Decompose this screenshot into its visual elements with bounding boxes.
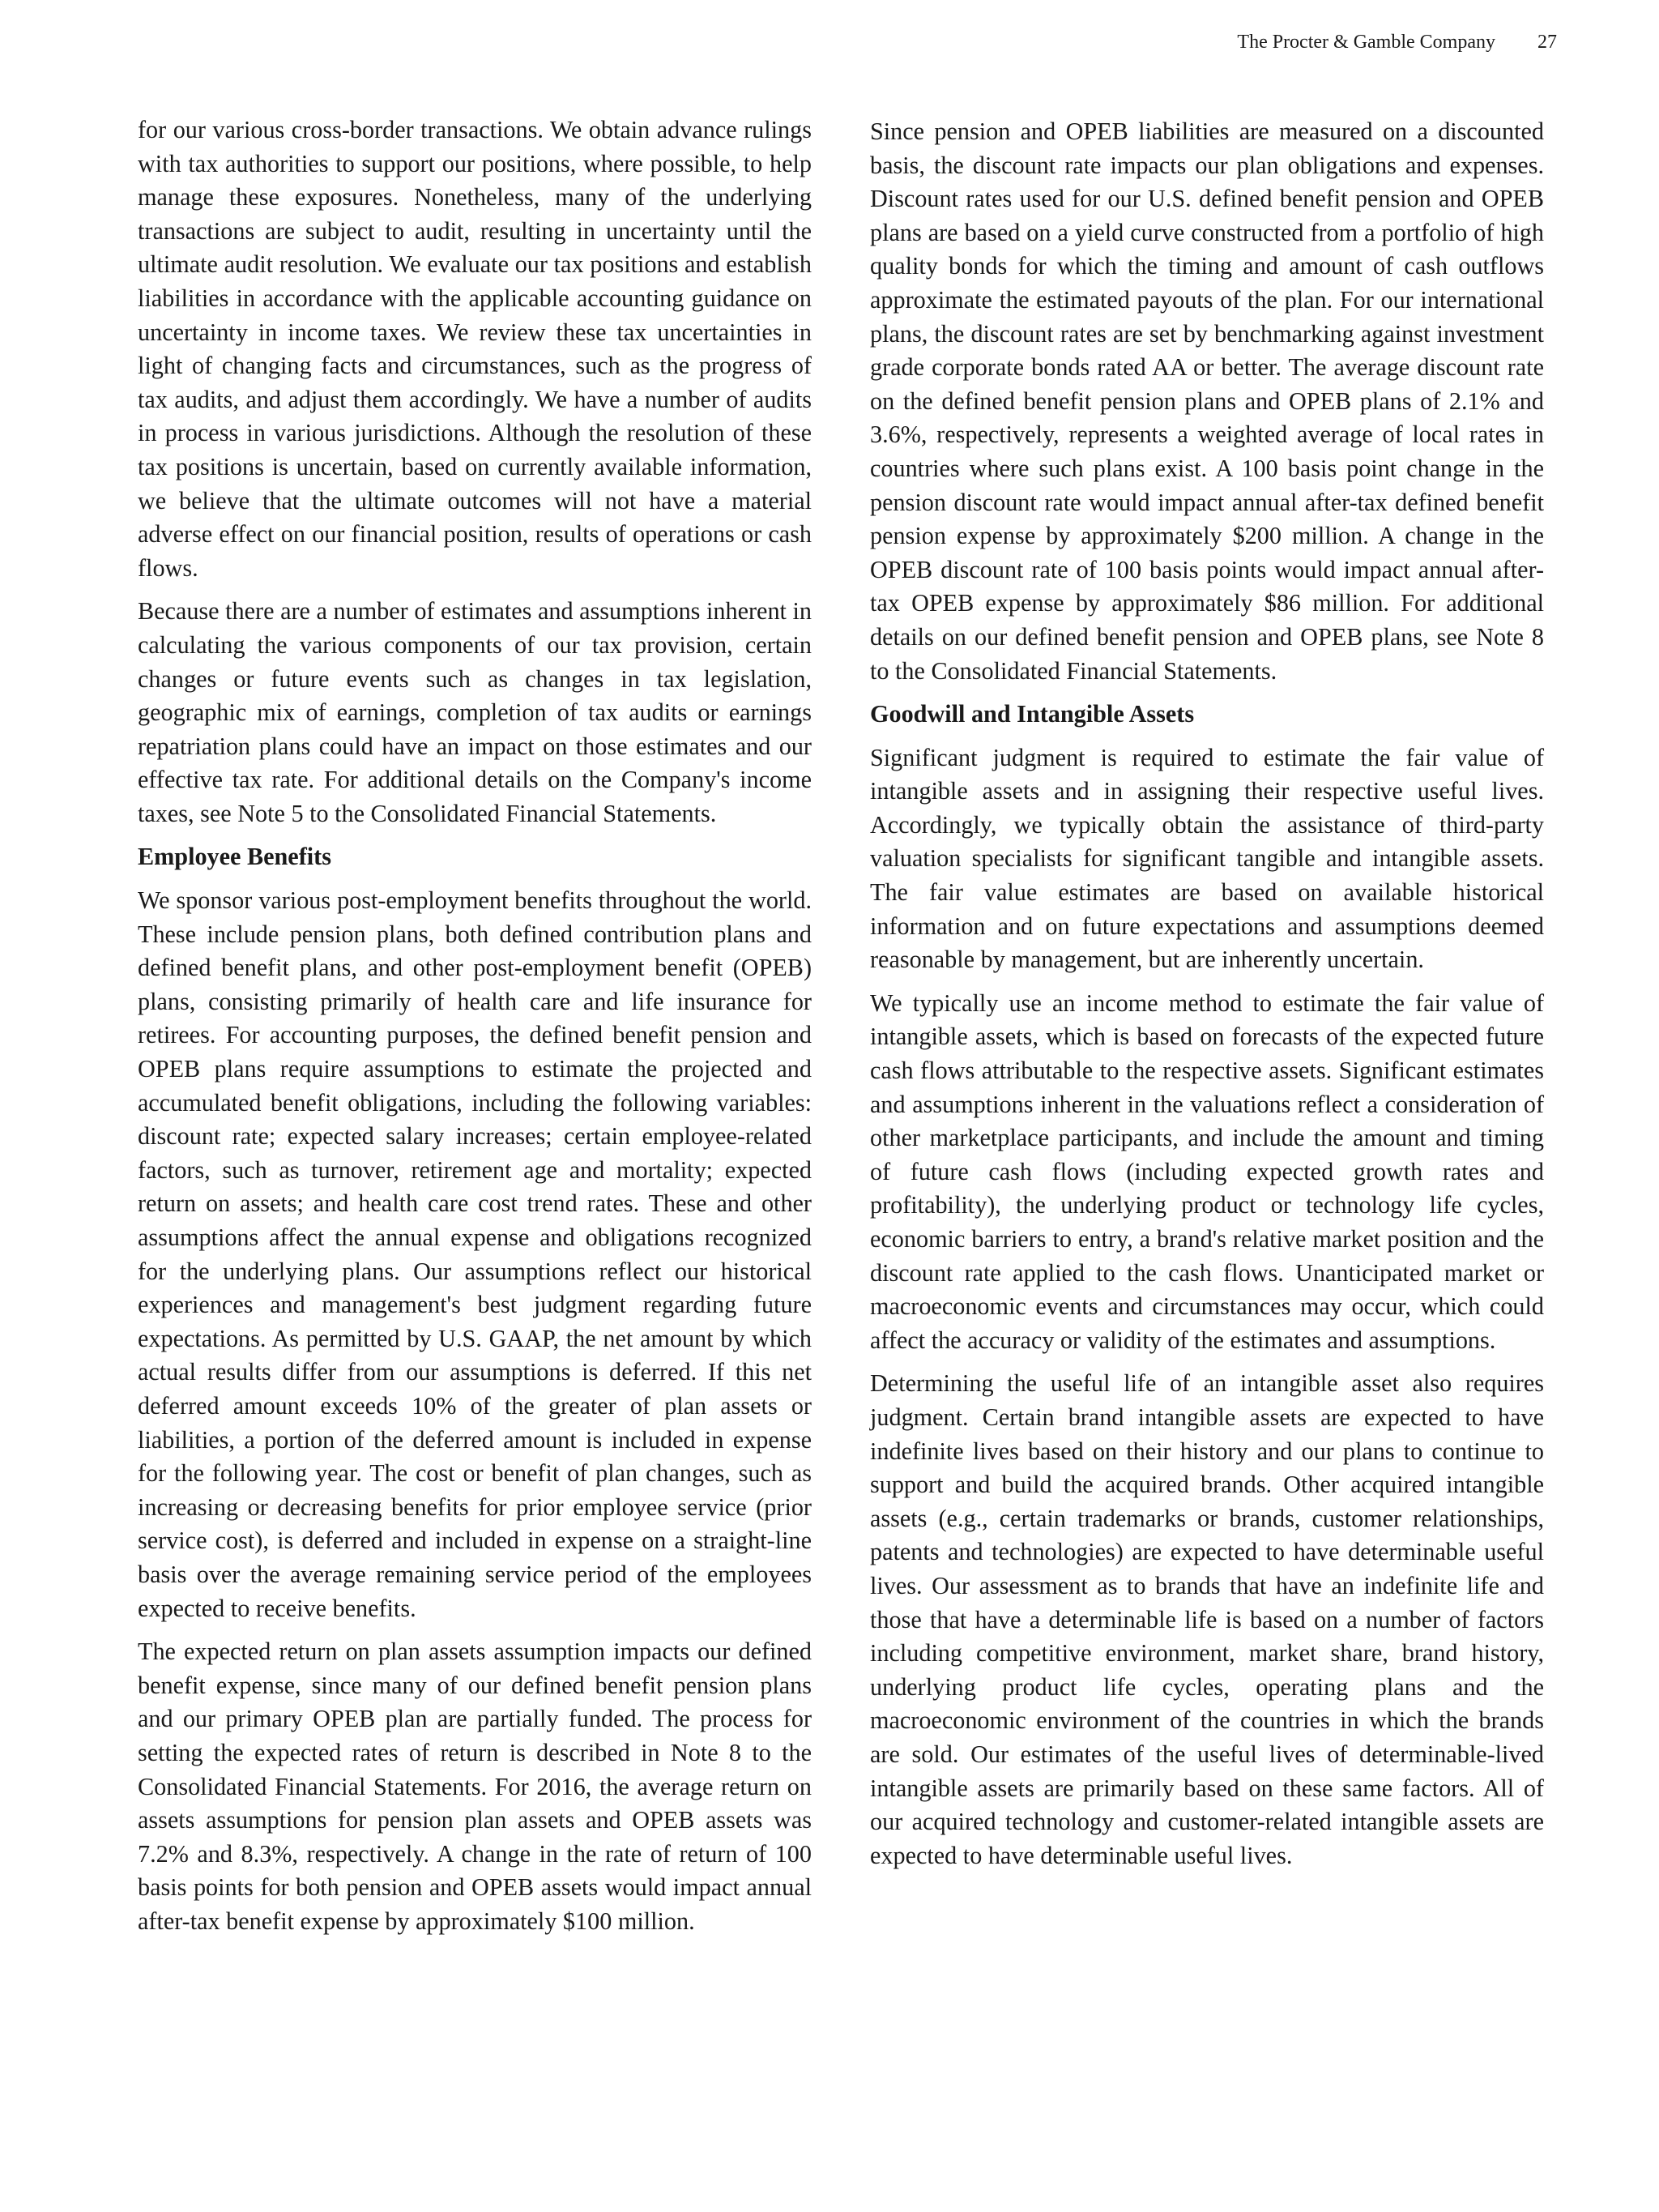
income-method-paragraph: We typically use an income method to estimate the fair value of intangible assets, which is based on forecasts of the expected future cash flows attributable to the respective assets. Significant estimates and assumptions inherent in the valuations reflect a consideration of other marketplace participants, and include the amount and timing of future cash flows (including expected growth rates and profitability), the underlying product or technology life cycles, economic barriers to entry, a brand's relative market position and the discount rate applied to the cash flows. Unanticipated market or macroeconomic events and circumstances may occur, which could affect the accuracy or validity of the estimates and assumptions. <box>870 989 1544 1354</box>
company-name: The Procter & Gamble Company <box>1237 32 1495 53</box>
fair-value-judgment-paragraph: Significant judgment is required to estimate the fair value of intangible assets and in assigning their respective useful lives. Accordingly, we typically obtain the assistance of third-party valuation specialists for significant tangible and intangible assets. The fair value estimates are based on available historical information and on future expectations and assumptions deemed reasonable by management, but are inherently uncertain. <box>870 743 1544 974</box>
left-column <box>138 113 812 1948</box>
discount-rate-paragraph: Since pension and OPEB liabilities are measured on a discounted basis, the discount rate impacts our plan obligations and expenses. Discount rates used for our U.S. defined benefit pension and OPEB plans are based on a yield curve constructed from a portfolio of high quality bonds for which the timing and amount of cash outflows approximate the estimated payouts of the plan. For our international plans, the discount rates are set by benchmarking against investment grade corporate bonds rated AA or better. The average discount rate on the defined benefit pension plans and OPEB plans of 2.1% and 3.6%, respectively, represents a weighted average of local rates in countries where such plans exist. A 100 basis point change in the pension discount rate would impact annual after-tax defined benefit pension expense by approximately $200 million. A change in the OPEB discount rate of 100 basis points would impact annual after-tax OPEB expense by approximately $86 million. For additional details on our defined benefit pension and OPEB plans, see Note 8 to the Consolidated Financial Statements. <box>870 117 1544 685</box>
useful-life-paragraph: Determining the useful life of an intangible asset also requires judgment. Certain brand intangible assets are expected to have indefinite lives based on their history and our plans to continue to support and build the acquired brands. Other acquired intangible assets (e.g., certain trademarks or brands, customer relationships, patents and technologies) are expected to have determinable useful lives. Our assessment as to brands that have an indefinite life and those that have a determinable life is based on a number of factors including competitive environment, market share, brand history, underlying product life cycles, operating plans and the macroeconomic environment of the countries in which the brands are sold. Our estimates of the useful lives of determinable-lived intangible assets are primarily based on these same factors. All of our acquired technology and customer-related intangible assets are expected to have determinable useful lives. <box>870 1369 1544 1869</box>
page-header <box>1237 29 1557 55</box>
expected-return-paragraph: The expected return on plan assets assumption impacts our defined benefit expense, since many of our defined benefit pension plans and our primary OPEB plan are partially funded. The process for setting the expected rates of return is described in Note 8 to the Consolidated Financial Statements. For 2016, the average return on assets assumptions for pension plan assets and OPEB assets was 7.2% and 8.3%, respectively. A change in the rate of return of 100 basis points for both pension and OPEB assets would impact annual after-tax benefit expense by approximately $100 million. <box>138 1638 812 1935</box>
tax-estimates-paragraph: Because there are a number of estimates and assumptions inherent in calculating the various components of our tax provision, certain changes or future events such as changes in tax legislation, geographic mix of earnings, completion of tax audits or earnings repatriation plans could have an impact on those estimates and our effective tax rate. For additional details on the Company's income taxes, see Note 5 to the Consolidated Financial Statements. <box>138 597 812 827</box>
employee-benefits-heading: Employee Benefits <box>138 843 331 871</box>
page-number: 27 <box>1537 32 1557 53</box>
goodwill-heading: Goodwill and Intangible Assets <box>870 700 1195 728</box>
post-employment-benefits-paragraph: We sponsor various post-employment benefits throughout the world. These include pension plans, both defined contribution plans and defined benefit plans, and other post-employment benefit (OPEB) plans, consisting primarily of health care and life insurance for retirees. For accounting purposes, the defined benefit pension and OPEB plans require assumptions to estimate the projected and accumulated benefit obligations, including the following variables: discount rate; expected salary increases; certain employee-related factors, such as turnover, retirement age and mortality; expected return on assets; and health care cost trend rates. These and other assumptions affect the annual expense and obligations recognized for the underlying plans. Our assumptions reflect our historical experiences and management's best judgment regarding future expectations. As permitted by U.S. GAAP, the net amount by which actual results differ from our assumptions is deferred. If this net deferred amount exceeds 10% of the greater of plan assets or liabilities, a portion of the deferred amount is included in expense for the following year. The cost or benefit of plan changes, such as increasing or decreasing benefits for prior employee service (prior service cost), is deferred and included in expense on a straight-line basis over the average remaining service period of the employees expected to receive benefits. <box>138 886 812 1622</box>
right-column <box>870 115 1544 1882</box>
tax-positions-paragraph: for our various cross-border transactions. We obtain advance rulings with tax authorities to support our positions, where possible, to help manage these exposures. Nonetheless, many of the underlying transactions are subject to audit, resulting in uncertainty until the ultimate audit resolution. We evaluate our tax positions and establish liabilities in accordance with the applicable accounting guidance on uncertainty in income taxes. We review these tax uncertainties in light of changing facts and circumstances, such as the progress of tax audits, and adjust them accordingly. We have a number of audits in process in various jurisdictions. Although the resolution of these tax positions is uncertain, based on currently available information, we believe that the ultimate outcomes will not have a material adverse effect on our financial position, results of operations or cash flows. <box>138 116 812 582</box>
